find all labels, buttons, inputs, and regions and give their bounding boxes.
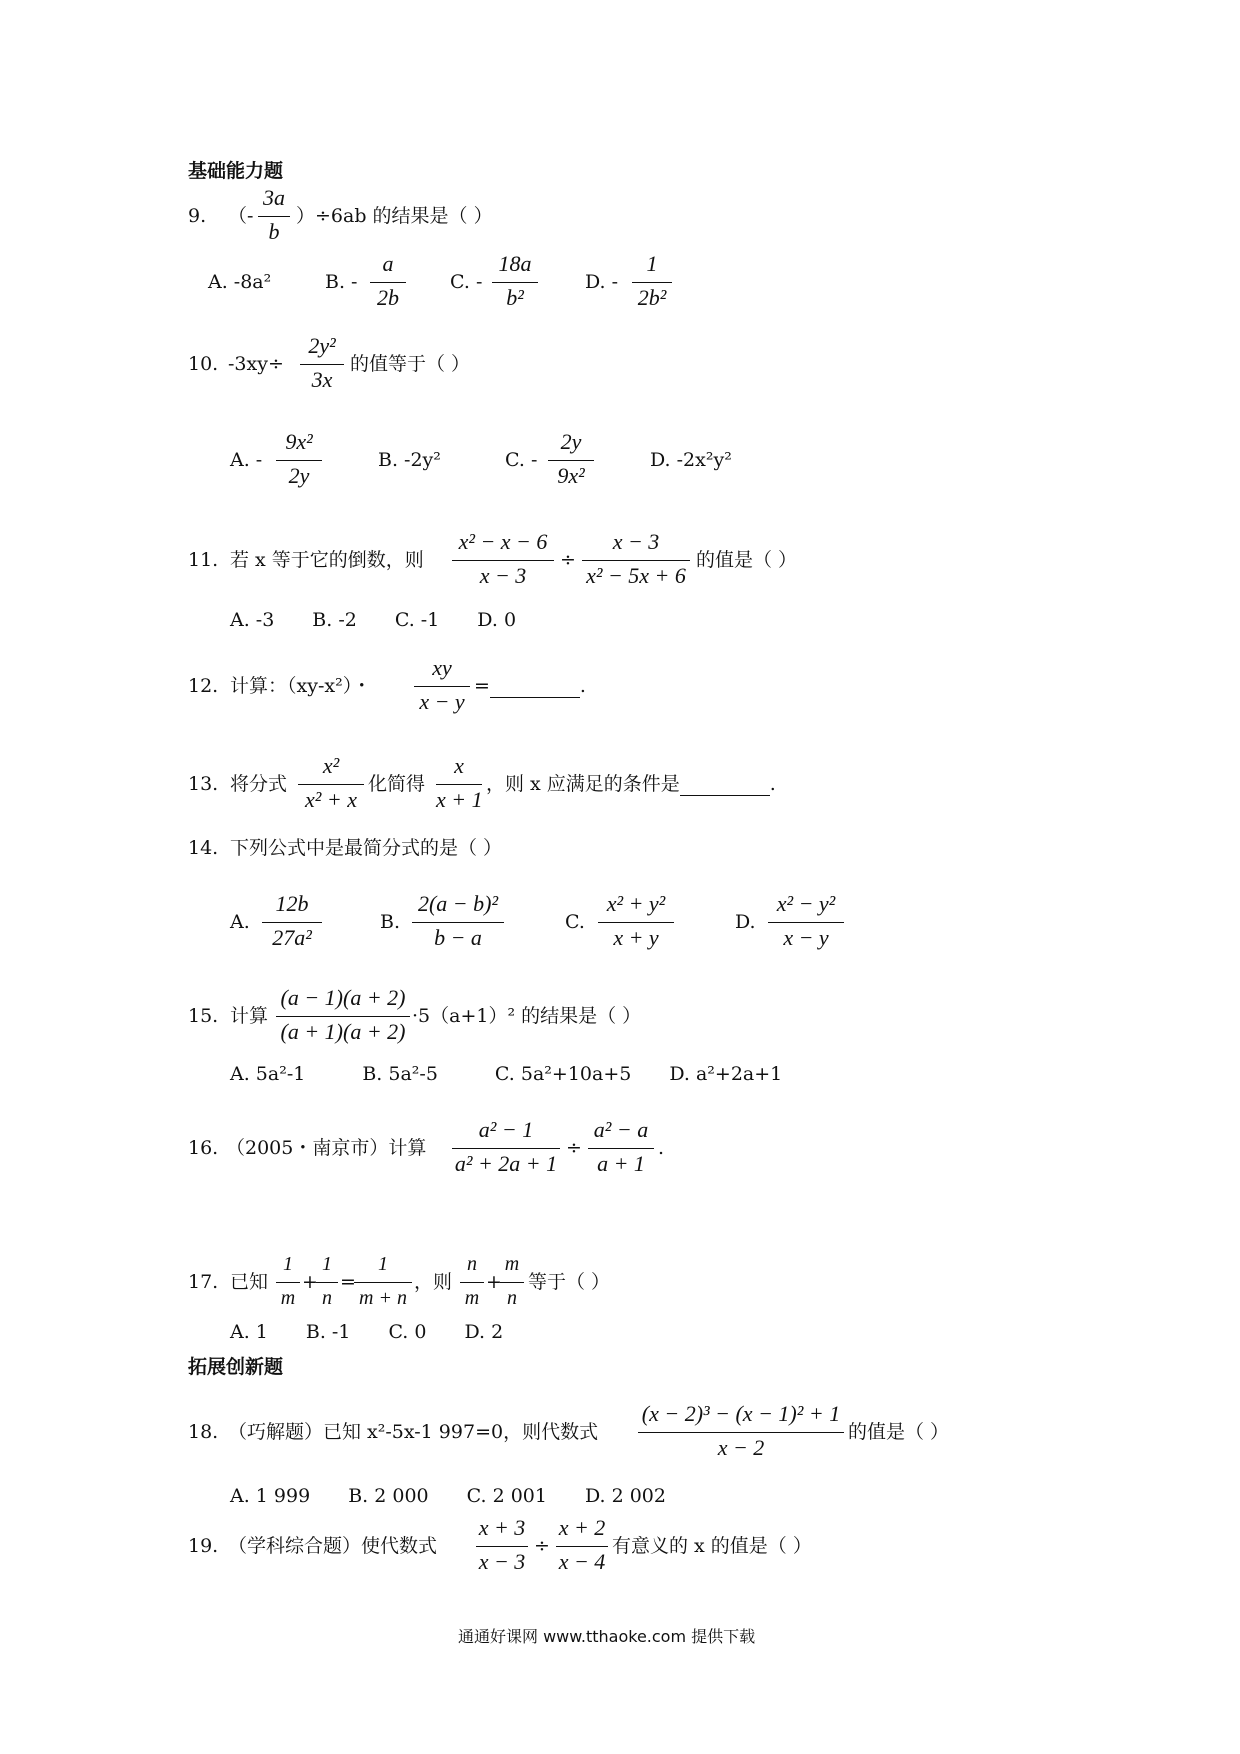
q10-lead: -3xy÷	[228, 353, 284, 375]
q16-number: 16.	[188, 1137, 219, 1159]
q15-options: A. 5a²-1 B. 5a²-5 C. 5a²+10a+5 D. a²+2a+1	[230, 1063, 783, 1085]
q16-divide-sign: ÷	[566, 1137, 582, 1159]
q14-text: 下列公式中是最简分式的是（ ）	[230, 837, 503, 859]
q19-divide-sign: ÷	[534, 1535, 550, 1557]
q17-lead: 已知	[230, 1271, 269, 1293]
q12-fraction: xy x − y	[414, 656, 470, 716]
q17-rest: 等于（ ）	[528, 1271, 611, 1293]
q12-answer-blank[interactable]	[490, 677, 580, 698]
q10-option-b: B. -2y²	[378, 449, 441, 471]
q9-option-d-fraction: 1 2b²	[632, 252, 672, 312]
q17-fraction-5: m n	[500, 1252, 524, 1312]
q10-rest: 的值等于（ ）	[350, 353, 471, 375]
q13-fraction-2: x x + 1	[436, 753, 483, 812]
q16-fraction-1: a² − 1 a² + 2a + 1	[452, 1118, 560, 1178]
q18-rest: 的值是（ ）	[848, 1421, 950, 1443]
q19-fraction-2: x + 2 x − 4	[556, 1516, 608, 1576]
q17-number: 17.	[188, 1271, 219, 1293]
q18-fraction: (x − 2)³ − (x − 1)² + 1 x − 2	[638, 1402, 844, 1462]
q16-lead: （2005・南京市）计算	[226, 1137, 427, 1159]
q17-fraction-4: n m	[460, 1252, 484, 1312]
q12-equals: = .	[474, 675, 586, 697]
q17-fraction-1: 1 m	[276, 1252, 300, 1312]
q17-plus: +	[302, 1271, 318, 1293]
q17-fraction-2: 1 n	[316, 1252, 338, 1312]
q10-option-c: C. -	[505, 449, 538, 471]
q19-lead: （学科综合题）使代数式	[228, 1535, 438, 1557]
q11-options: A. -3 B. -2 C. -1 D. 0	[230, 609, 517, 631]
q16-fraction-2: a² − a a + 1	[588, 1118, 654, 1178]
q9-option-a: A. -8a²	[208, 271, 272, 293]
q12-number: 12.	[188, 675, 219, 697]
q18-number: 18.	[188, 1421, 219, 1443]
q16-period: .	[658, 1137, 665, 1159]
q18-options: A. 1 999 B. 2 000 C. 2 001 D. 2 002	[230, 1485, 666, 1507]
q15-lead: 计算	[230, 1005, 269, 1027]
q14-option-a-fraction: 12b 27a²	[262, 892, 322, 952]
q10-option-c-fraction: 2y 9x²	[548, 430, 594, 490]
q13-lead: 将分式	[230, 773, 288, 795]
page-footer: 通通好课网 www.tthaoke.com 提供下载	[458, 1627, 756, 1646]
q15-rest: ·5（a+1）² 的结果是（ ）	[412, 1005, 642, 1027]
q13-rest: ，则 x 应满足的条件是 .	[486, 773, 776, 795]
q18-lead: （巧解题）已知 x²-5x-1 997=0，则代数式	[228, 1421, 599, 1443]
q9-option-b-fraction: a 2b	[370, 252, 406, 312]
q11-lead: 若 x 等于它的倒数，则	[230, 549, 424, 571]
q14-option-d-fraction: x² − y² x − y	[768, 892, 844, 952]
q9-option-d: D. -	[585, 271, 619, 293]
q10-option-a-fraction: 9x² 2y	[276, 430, 322, 490]
q9-lead: （-	[228, 205, 254, 227]
q19-rest: 有意义的 x 的值是（ ）	[612, 1535, 812, 1557]
q13-number: 13.	[188, 773, 219, 795]
q12-lead: 计算：（xy-x²）・	[230, 675, 372, 697]
q14-option-d: D.	[735, 911, 756, 933]
q10-option-d: D. -2x²y²	[650, 449, 732, 471]
q17-equals: =	[340, 1271, 356, 1293]
q9-option-c: C. -	[450, 271, 483, 293]
q11-rest: 的值是（ ）	[696, 549, 798, 571]
q17-fraction-3: 1 m + n	[354, 1252, 412, 1312]
q19-fraction-1: x + 3 x − 3	[476, 1516, 528, 1576]
q11-divide-sign: ÷	[560, 549, 576, 571]
q11-fraction-1: x² − x − 6 x − 3	[452, 530, 554, 590]
q14-option-c-fraction: x² + y² x + y	[598, 892, 674, 952]
q13-mid: 化简得	[368, 773, 426, 795]
q11-number: 11.	[188, 549, 219, 571]
q11-fraction-2: x − 3 x² − 5x + 6	[582, 530, 690, 590]
q10-number: 10.	[188, 353, 219, 375]
q9-rest: ）÷6ab 的结果是（ ）	[296, 205, 493, 227]
q9-option-c-fraction: 18a b²	[492, 252, 538, 312]
q13-fraction-1: x² x² + x	[298, 754, 364, 814]
q9-option-b: B. -	[325, 271, 358, 293]
q19-number: 19.	[188, 1535, 219, 1557]
q14-option-a: A.	[230, 911, 250, 933]
q9-number: 9.	[188, 205, 207, 227]
q14-option-b-fraction: 2(a − b)² b − a	[412, 892, 504, 952]
q15-fraction: (a − 1)(a + 2) (a + 1)(a + 2)	[276, 986, 410, 1046]
q17-plus-2: +	[486, 1271, 502, 1293]
q9-fraction: 3a b	[258, 186, 290, 246]
q14-option-c: C.	[565, 911, 585, 933]
q15-number: 15.	[188, 1005, 219, 1027]
q17-mid: ，则	[414, 1271, 453, 1293]
q17-options: A. 1 B. -1 C. 0 D. 2	[230, 1321, 504, 1343]
q13-answer-blank[interactable]	[680, 775, 770, 796]
q10-option-a: A. -	[230, 449, 263, 471]
q14-number: 14.	[188, 837, 219, 859]
q10-fraction: 2y² 3x	[300, 334, 344, 394]
section-title-basic: 基础能力题	[188, 160, 284, 182]
q14-option-b: B.	[380, 911, 401, 933]
section-title-extension: 拓展创新题	[188, 1356, 284, 1378]
